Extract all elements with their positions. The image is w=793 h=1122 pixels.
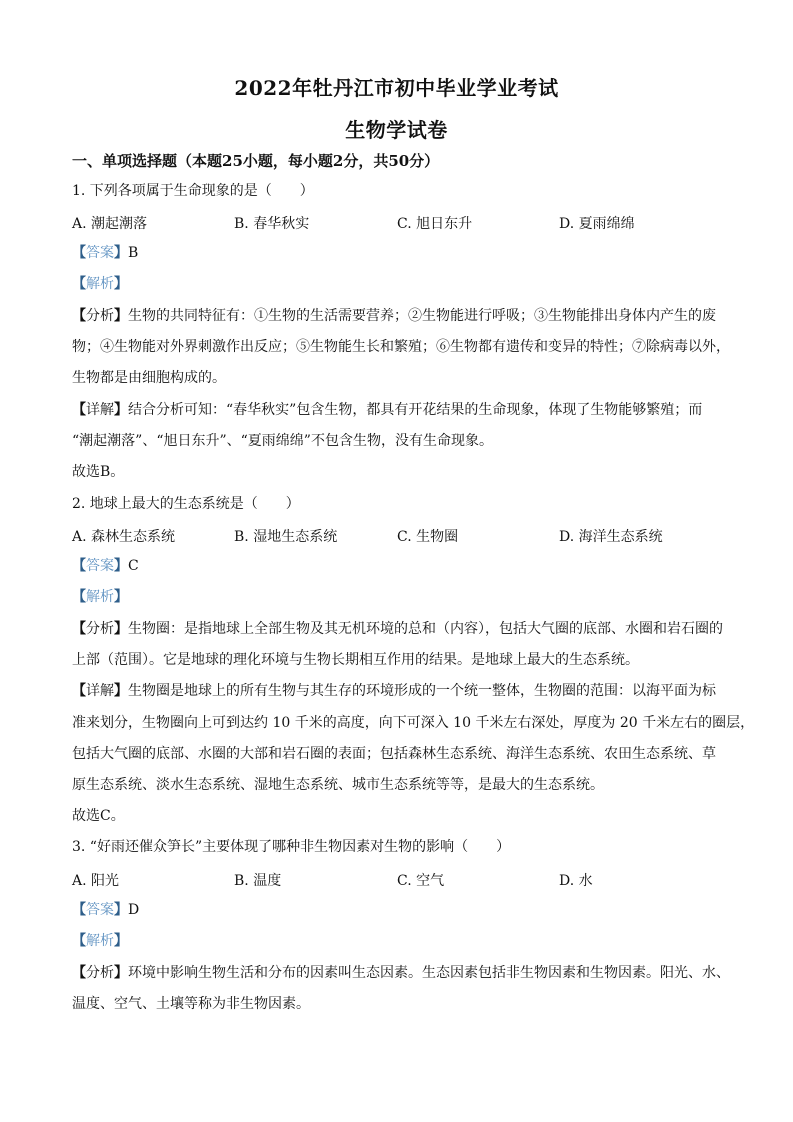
option-b: B. 湿地生态系统	[234, 529, 338, 545]
option-b: B. 春华秋实	[234, 216, 310, 232]
detail-text: 准来划分，生物圈向上可到达约 10 千米的高度，向下可深入 10 千米左右深处，厚度为 20 千米左右的圈层，	[72, 715, 755, 731]
detail-text: 包括大气圈的底部、水圈的大部和岩石圈的表面；包括森林生态系统、海洋生态系统、农田生态系统、草	[72, 746, 716, 762]
answer-label: 【答案】	[72, 558, 128, 574]
option-a: A. 森林生态系统	[72, 529, 176, 545]
analysis-text: 物；④生物能对外界刺激作出反应；⑤生物能生长和繁殖；⑥生物都有遗传和变异的特性；⑦除病毒以外，	[72, 339, 730, 355]
answer-value: B	[128, 245, 139, 261]
answer-value: D	[128, 902, 140, 918]
explanation-label: 【解析】	[72, 933, 128, 949]
option-d: D. 夏雨绵绵	[559, 216, 635, 232]
answer-line	[72, 901, 732, 919]
conclusion: 故选C。	[72, 808, 125, 824]
question-3-stem: 3. “好雨还催众笋长”主要体现了哪种非生物因素对生物的影响（ ）	[72, 839, 511, 855]
option-c: C. 旭日东升	[397, 216, 473, 232]
explanation-heading	[72, 588, 732, 606]
explanation-label: 【解析】	[72, 276, 128, 292]
answer-label: 【答案】	[72, 902, 128, 918]
detail-text: 原生态系统、淡水生态系统、湿地生态系统、城市生态系统等等，是最大的生态系统。	[72, 777, 604, 793]
question-1-stem: 1. 下列各项属于生命现象的是（ ）	[72, 183, 314, 199]
question-1-options	[72, 213, 732, 231]
answer-line	[72, 557, 732, 575]
explanation-label: 【解析】	[72, 589, 128, 605]
option-b: B. 温度	[234, 873, 282, 889]
detail-label: 【详解】	[72, 683, 128, 699]
option-d: D. 海洋生态系统	[559, 529, 663, 545]
answer-line	[72, 244, 732, 262]
detail-text: “潮起潮落”、“旭日东升”、“夏雨绵绵”不包含生物，没有生命现象。	[72, 433, 493, 449]
explanation-heading	[72, 275, 732, 293]
analysis-text: 生物都是由细胞构成的。	[72, 370, 226, 386]
option-c: C. 生物圈	[397, 529, 459, 545]
question-3-options	[72, 870, 732, 888]
question-2-options	[72, 526, 732, 544]
analysis-label: 【分析】	[72, 308, 128, 324]
answer-label: 【答案】	[72, 245, 128, 261]
analysis-line: 【分析】生物的共同特征有：①生物的生活需要营养；②生物能进行呼吸；③生物能排出身体内产生的废	[72, 308, 716, 324]
analysis-label: 【分析】	[72, 965, 128, 981]
option-d: D. 水	[559, 873, 593, 889]
analysis-text: 上部（范围）。它是地球的理化环境与生物长期相互作用的结果。是地球上最大的生态系统。	[72, 652, 639, 668]
detail-line: 【详解】生物圈是地球上的所有生物与其生存的环境形成的一个统一整体，生物圈的范围：以海平面为标	[72, 683, 716, 699]
analysis-text: 温度、空气、土壤等称为非生物因素。	[72, 996, 310, 1012]
analysis-line: 【分析】生物圈：是指地球上全部生物及其无机环境的总和（内容），包括大气圈的底部、水圈和岩石圈的	[72, 621, 723, 637]
option-a: A. 潮起潮落	[72, 216, 148, 232]
option-a: A. 阳光	[72, 873, 120, 889]
option-c: C. 空气	[397, 873, 445, 889]
analysis-line: 【分析】环境中影响生物生活和分布的因素叫生态因素。生态因素包括非生物因素和生物因素。阳光、水、	[72, 965, 730, 981]
answer-value: C	[128, 558, 139, 574]
conclusion: 故选B。	[72, 464, 125, 480]
exam-subtitle: 生物学试卷	[345, 118, 448, 142]
exam-title: 2022年牡丹江市初中毕业学业考试	[234, 76, 559, 100]
explanation-heading	[72, 932, 732, 950]
detail-line: 【详解】结合分析可知：“春华秋实”包含生物，都具有开花结果的生命现象，体现了生物能够繁殖；而	[72, 402, 703, 418]
question-2-stem: 2. 地球上最大的生态系统是（ ）	[72, 496, 300, 512]
section-heading: 一、单项选择题（本题25小题，每小题2分，共50分）	[72, 152, 440, 170]
analysis-label: 【分析】	[72, 621, 128, 637]
detail-label: 【详解】	[72, 402, 128, 418]
